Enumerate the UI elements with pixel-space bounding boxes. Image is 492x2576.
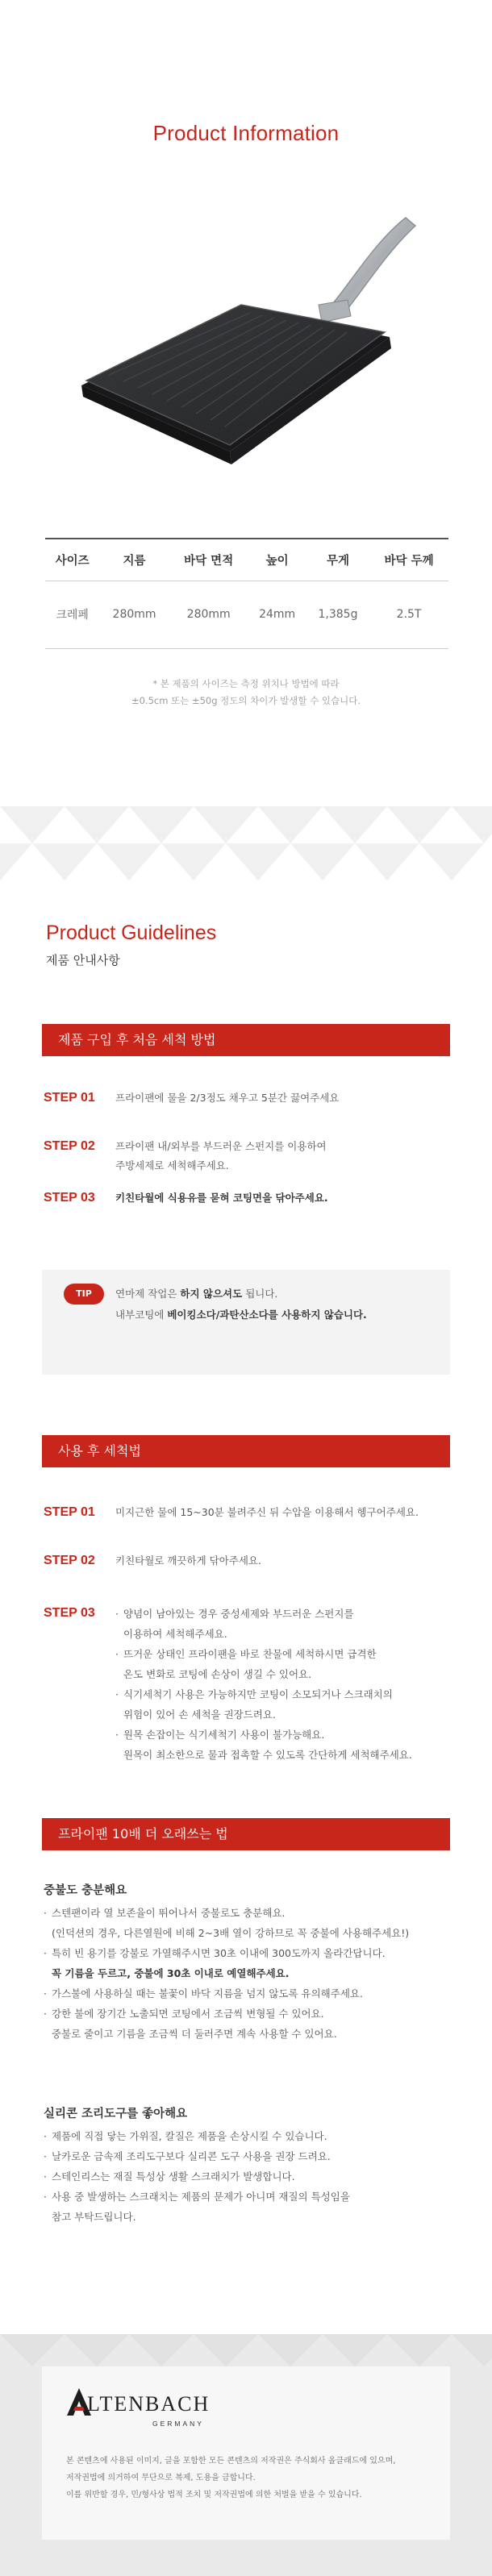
list-item: (인덕션의 경우, 다른열원에 비해 2~3배 열이 강하므로 꼭 중불에 사용해주세요!) <box>52 1927 410 1939</box>
list-item: 중불로 줄이고 기름을 조금씩 더 둘러주면 계속 사용할 수 있어요. <box>52 2028 337 2040</box>
tip-text-emphasis: 하지 않으셔도 <box>180 1288 243 1300</box>
list-item: · 특히 빈 용기를 강불로 가열해주시면 30초 이내에 300도까지 올라간답니다. <box>44 1943 447 1963</box>
guidelines-title: Product Guidelines <box>46 922 217 944</box>
tip-line <box>115 1284 367 1305</box>
heat-tip-list <box>44 1903 447 2044</box>
list-item: 원목이 최소한으로 물과 접촉할 수 있도록 간단하게 세척해주세요. <box>123 1749 412 1761</box>
list-item <box>44 1963 447 1983</box>
product-info-title: Product Information <box>152 121 340 145</box>
tip-text-part: 연마제 작업은 <box>115 1288 181 1300</box>
spec-header-row <box>45 539 448 581</box>
step-text <box>115 1137 327 1176</box>
step-label: STEP 03 <box>44 1191 95 1205</box>
list-item-emphasis: 꼭 기름을 두르고, 중불에 30초 이내로 예열해주세요. <box>52 1967 290 1979</box>
copyright-line: 저작권법에 의거하여 무단으로 복제, 도용을 금합니다. <box>66 2474 256 2482</box>
list-item: 이용하여 세척해주세요. <box>123 1628 227 1640</box>
tools-tip-list <box>44 2126 447 2227</box>
tip-text-emphasis: 베이킹소다/과탄산소다를 사용하지 않습니다. <box>167 1309 367 1321</box>
step-label: STEP 01 <box>44 1091 95 1105</box>
step-text: 키친타월로 깨끗하게 닦아주세요. <box>115 1554 261 1567</box>
spec-header: 사이즈 <box>45 539 99 581</box>
tip-text-part: 됩니다. <box>242 1288 278 1300</box>
step-line: 주방세제로 세척해주세요. <box>115 1159 229 1171</box>
step-label: STEP 02 <box>44 1554 95 1567</box>
after-use-header: 사용 후 세척법 <box>42 1435 450 1467</box>
list-item: · 식기세척기 사용은 가능하지만 코팅이 소모되거나 스크래치의 <box>115 1684 412 1704</box>
step-line: 키친타월에 식용유를 묻혀 코팅면을 닦아주세요. <box>115 1192 328 1204</box>
step-text <box>115 1188 328 1208</box>
list-item: · 제품에 직접 닿는 가위질, 칼질은 제품을 손상시킬 수 있습니다. <box>44 2126 447 2146</box>
guidelines-subtitle: 제품 안내사항 <box>46 953 120 968</box>
brand-logo-text: LTENBACH <box>87 2392 211 2416</box>
heat-tip-title: 중불도 충분해요 <box>44 1884 127 1897</box>
list-item: 참고 부탁드립니다. <box>52 2211 136 2223</box>
spec-cell: 1,385g <box>306 581 369 648</box>
spec-header: 높이 <box>248 539 306 581</box>
copyright-line: 이를 위반할 경우, 민/형사상 법적 조치 및 저작권법에 의한 처벌을 받을 수 있습니다. <box>66 2491 362 2499</box>
step-line: 프라이팬 내/외부를 부드러운 스펀지를 이용하여 <box>115 1140 327 1152</box>
spec-header: 바닥 면적 <box>169 539 248 581</box>
spec-cell: 280mm <box>99 581 169 648</box>
tools-tip-title: 실리콘 조리도구를 좋아해요 <box>44 2108 188 2120</box>
spec-cell: 24mm <box>248 581 306 648</box>
list-item: · 강한 불에 장기간 노출되면 코팅에서 조금씩 변형될 수 있어요. <box>44 2004 447 2024</box>
decorative-triangle-band <box>0 806 492 887</box>
brand-logo-subtitle: GERMANY <box>152 2420 204 2428</box>
product-image-grill-pan <box>77 210 464 508</box>
longevity-header: 프라이팬 10배 더 오래쓰는 법 <box>42 1818 450 1850</box>
list-item: · 뜨거운 상태인 프라이팬을 바로 찬물에 세척하시면 급격한 <box>115 1644 412 1664</box>
list-item: · 가스불에 사용하실 때는 불꽃이 바닥 지름을 넘지 않도록 유의해주세요. <box>44 1983 447 2004</box>
list-item: · 날카로운 금속제 조리도구보다 실리콘 도구 사용을 권장 드려요. <box>44 2146 447 2166</box>
list-item: · 스테인리스는 재질 특성상 생활 스크래치가 발생합니다. <box>44 2166 447 2187</box>
spec-header: 무게 <box>306 539 369 581</box>
list-item: 온도 변화로 코팅에 손상이 생길 수 있어요. <box>123 1668 312 1680</box>
step-line: 프라이팬에 물을 2/3정도 채우고 5분간 끓여주세요 <box>115 1092 340 1104</box>
step-label: STEP 03 <box>44 1606 95 1620</box>
first-wash-header: 제품 구입 후 처음 세척 방법 <box>42 1024 450 1056</box>
spec-table <box>45 538 448 649</box>
step-label: STEP 01 <box>44 1505 95 1519</box>
list-item: · 사용 중 발생하는 스크래치는 제품의 문제가 아니며 재질의 특성임을 <box>44 2187 447 2207</box>
spec-note <box>0 676 492 710</box>
step-text <box>115 1088 339 1108</box>
list-item: · 양념이 남아있는 경우 중성세제와 부드러운 스펀지를 <box>115 1604 412 1624</box>
copyright-notice <box>66 2453 437 2503</box>
tip-line <box>115 1305 367 1325</box>
copyright-line: 본 콘텐츠에 사용된 이미지, 글을 포함한 모든 콘텐츠의 저작권은 주식회사 올클래드에 있으며, <box>66 2457 396 2466</box>
list-item: 위험이 있어 손 세척을 권장드려요. <box>123 1708 276 1721</box>
spec-note-line: * 본 제품의 사이즈는 측정 위치나 방법에 따라 <box>152 678 340 689</box>
spec-header: 지름 <box>99 539 169 581</box>
step03-list <box>115 1604 412 1765</box>
spec-cell: 크레페 <box>45 581 99 648</box>
tip-text-part: 내부코팅에 <box>115 1309 168 1321</box>
spec-note-line: ±0.5cm 또는 ±50g 정도의 차이가 발생할 수 있습니다. <box>131 695 361 706</box>
table-row <box>45 581 448 648</box>
step-label: STEP 02 <box>44 1139 95 1153</box>
spec-header: 바닥 두께 <box>369 539 448 581</box>
spec-cell: 280mm <box>169 581 248 648</box>
step-text: 미지근한 물에 15~30분 불려주신 뒤 수압을 이용해서 헹구어주세요. <box>115 1506 419 1518</box>
tip-text <box>115 1284 367 1325</box>
tip-badge: TIP <box>64 1284 104 1305</box>
list-item: · 스텐팬이라 열 보존율이 뛰어나서 중불로도 충분해요. <box>44 1903 447 1923</box>
spec-cell: 2.5T <box>369 581 448 648</box>
list-item: · 원목 손잡이는 식기세척기 사용이 불가능해요. <box>115 1725 412 1745</box>
